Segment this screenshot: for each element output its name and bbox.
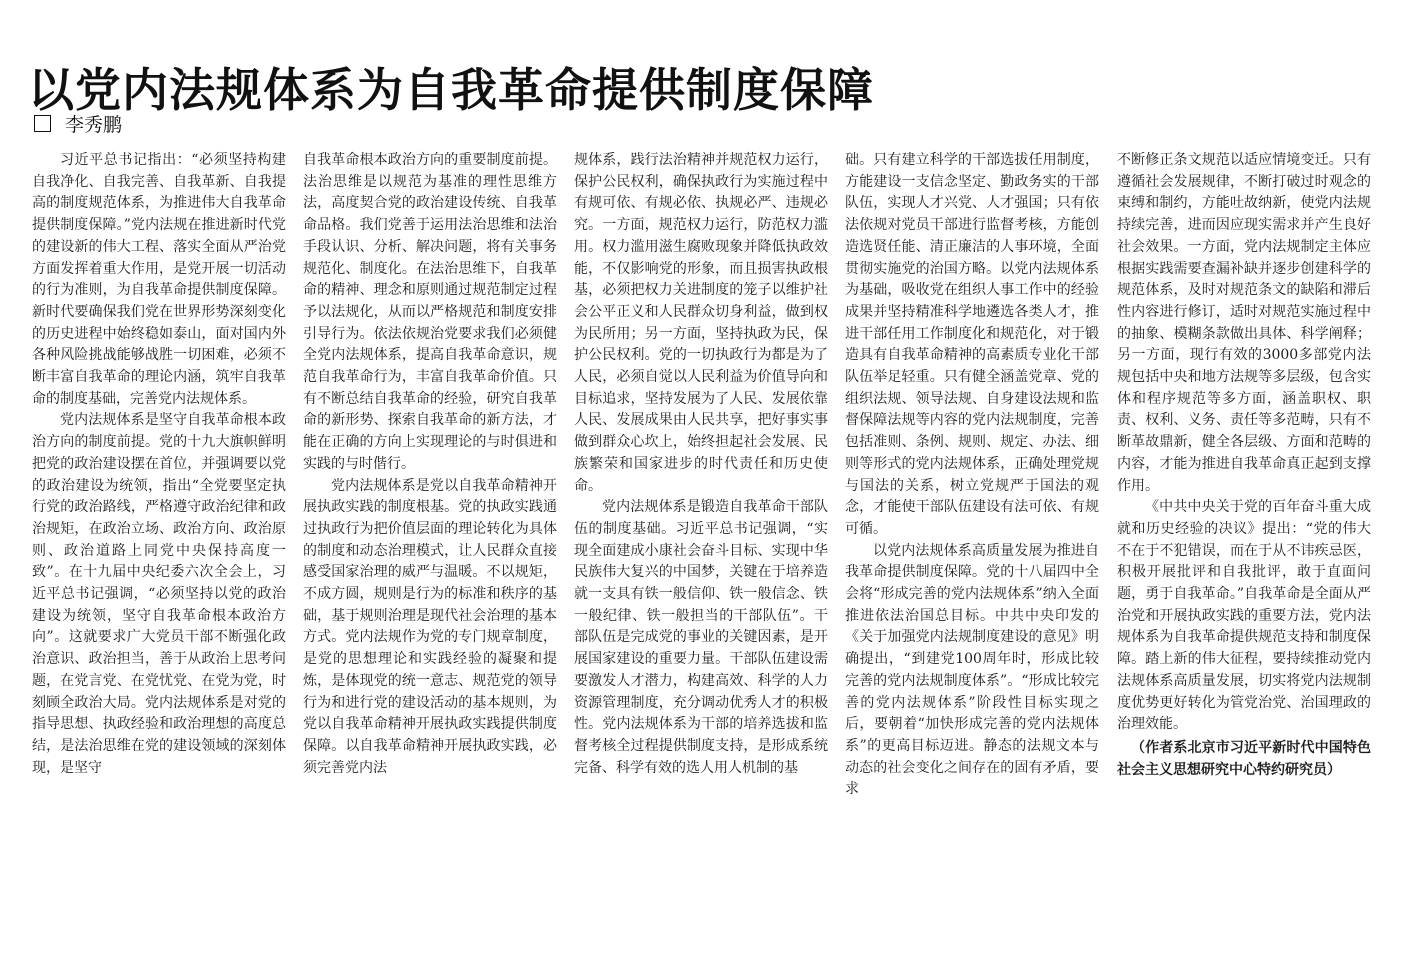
paragraph: 《中共中央关于党的百年奋斗重大成就和历史经验的决议》提出：“党的伟大不在于不犯错误，而在于从不讳疾忌医，积极开展批评和自我批评，敢于直面问题，勇于自我革命。”自我革命是全面从严治党和开展执政实践的重要方法，党内法规体系为自我革命提供规范支持和制度保障。踏上新的伟大征程，要持续推动党内法规体系高质量发展，切实将党内法规制度优势更好转化为管党治党、治国理政的治理效能。: [1117, 499, 1371, 733]
paragraph: 以党内法规体系高质量发展为推进自我革命提供制度保障。党的十八届四中全会将“形成完善的党内法规体系”纳入全面推进依法治国总目标。中共中央印发的《关于加强党内法规制度建设的意见》明确提出，“到建党100周年时，形成比较完善的党内法规制度体系”。“形成比较完善的党内法规体系”阶段性目标实现之后，要朝着“加快形成完善的党内法规体系”的更高目标迈进。静态的法规文本与动态的社会变化之间存在的固有矛盾，要求: [845, 542, 1099, 798]
article-title: 以党内法规体系为自我革命提供制度保障: [28, 62, 874, 117]
paragraph: 础。只有建立科学的干部选拔任用制度，方能建设一支信念坚定、勤政务实的干部队伍，实现人才兴党、人才强国；只有依法依规对党员干部进行监督考核，方能创造选贤任能、清正廉洁的人事环境，全面贯彻实施党的治国方略。以党内法规体系为基础，吸收党在组织人事工作中的经验成果并坚持精准科学地遴选各类人才，推进干部任用工作制度化和规范化，对于锻造具有自我革命精神的高素质专业化干部队伍举足轻重。只有健全涵盖党章、党的组织法规、领导法规、自身建设法规和监督保障法规等内容的党内法规制度，完善包括准则、条例、规则、规定、办法、细则等形式的党内法规体系，正确处理党规与国法的关系，树立党规严于国法的观念，才能使干部队伍建设有法可依、有规可循。: [845, 152, 1099, 537]
author-name: 李秀鹏: [65, 113, 123, 136]
paragraph: 党内法规体系是锻造自我革命干部队伍的制度基础。习近平总书记强调，“实现全面建成小康社会奋斗目标、实现中华民族伟大复兴的中国梦，关键在于培养造就一支具有铁一般信仰、铁一般信念、铁一般纪律、铁一般担当的干部队伍”。干部队伍是完成党的事业的关键因素，是开展国家建设的重要力量。干部队伍建设需要激发人才潜力，构建高效、科学的人力资源管理制度，充分调动优秀人才的积极性。党内法规体系为干部的培养选拔和监督考核全过程提供制度支持，是形成系统完备、科学有效的选人用人机制的基: [574, 499, 828, 776]
text-column-5: [1117, 150, 1371, 950]
paragraph: 规体系，践行法治精神并规范权力运行，保护公民权利，确保执政行为实施过程中有规可依、有规必依、执规必严、违规必究。一方面，规范权力运行，防范权力滥用。权力滥用滋生腐败现象并降低执政效能，不仅影响党的形象，而且损害执政根基，必须把权力关进制度的笼子以维护社会公平正义和人民群众切身利益，做到权为民所用；另一方面，坚持执政为民，保护公民权利。党的一切执政行为都是为了人民，必须自觉以人民利益为价值导向和目标追求，坚持发展为了人民、发展依靠人民、发展成果由人民共享，把好事实事做到群众心坎上，始终担起社会发展、民族繁荣和国家进步的时代责任和历史使命。: [574, 152, 828, 494]
text-column-3: [574, 150, 828, 950]
paragraph: 习近平总书记指出：“必须坚持构建自我净化、自我完善、自我革新、自我提高的制度规范体系，为推进伟大自我革命提供制度保障。”党内法规在推进新时代党的建设新的伟大工程、落实全面从严治党方面发挥着重大作用，是党开展一切活动的行为准则，为自我革命提供制度保障。新时代要确保我们党在世界形势深刻变化的历史进程中始终稳如泰山，面对国内外各种风险挑战能够战胜一切困难，必须不断丰富自我革命的理论内涵，筑牢自我革命的制度基础，完善党内法规体系。: [32, 152, 286, 407]
paragraph: 自我革命根本政治方向的重要制度前提。法治思维是以规范为基准的理性思维方法，高度契合党的政治建设传统、自我革命品格。我们党善于运用法治思维和法治手段认识、分析、解决问题，将有关事务规范化、制度化。在法治思维下，自我革命的精神、理念和原则通过规范制定过程予以法规化，从而以严格规范和制度安排引导行为。依法依规治党要求我们必须健全党内法规体系，提高自我革命意识，规范自我革命行为，丰富自我革命价值。只有不断总结自我革命的经验，研究自我革命的新形势、探索自我革命的新方法，才能在正确的方向上实现理论的与时俱进和实践的与时偕行。: [303, 152, 557, 472]
paragraph: 不断修正条文规范以适应情境变迁。只有遵循社会发展规律，不断打破过时观念的束缚和制约，方能吐故纳新，使党内法规持续完善，进而因应现实需求并产生良好社会效果。一方面，党内法规制定主体应根据实践需要查漏补缺并逐步创建科学的规范体系，及时对规范条文的缺陷和滞后性内容进行修订，适时对规范实施过程中的抽象、模糊条款做出具体、科学阐释；另一方面，现行有效的3000多部党内法规包括中央和地方法规等多层级，包含实体和程序规范等多方面，涵盖职权、职责、权利、义务、责任等多范畴，只有不断革故鼎新，健全各层级、方面和范畴的内容，才能为推进自我革命真正起到支撑作用。: [1117, 152, 1371, 494]
text-column-2: [303, 150, 557, 950]
text-column-1: [32, 150, 286, 950]
paragraph: 党内法规体系是党以自我革命精神开展执政实践的制度根基。党的执政实践通过执政行为把价值层面的理论转化为具体的制度和动态治理模式，让人民群众直接感受国家治理的威严与温暖。不以规矩，不成方圆，规则是行为的标准和秩序的基础，基于规则治理是现代社会治理的基本方式。党内法规作为党的专门规章制度，是党的思想理论和实践经验的凝聚和提炼，是体现党的统一意志、规范党的领导行为和进行党的建设活动的基本规则，为党以自我革命精神开展执政实践提供制度保障。以自我革命精神开展执政实践，必须完善党内法: [303, 477, 557, 776]
article-body: [32, 150, 1376, 950]
author-note: （作者系北京市习近平新时代中国特色社会主义思想研究中心特约研究员）: [1117, 739, 1371, 778]
text-column-4: [845, 150, 1099, 950]
square-icon: [34, 115, 51, 132]
byline: [34, 108, 122, 138]
paragraph: 党内法规体系是坚守自我革命根本政治方向的制度前提。党的十九大旗帜鲜明把党的政治建设摆在首位，并强调要以党的政治建设为统领，指出“全党要坚定执行党的政治路线，严格遵守政治纪律和政治规矩，在政治立场、政治方向、政治原则、政治道路上同党中央保持高度一致”。在十九届中央纪委六次全会上，习近平总书记强调，“必须坚持以党的政治建设为统领，坚守自我革命根本政治方向”。这就要求广大党员干部不断强化政治意识、政治担当，善于从政治上思考问题，在党言党、在党忧党、在党为党，时刻顾全政治大局。党内法规体系是对党的指导思想、执政经验和政治理想的高度总结，是法治思维在党的建设领域的深刻体现，是坚守: [32, 412, 286, 776]
